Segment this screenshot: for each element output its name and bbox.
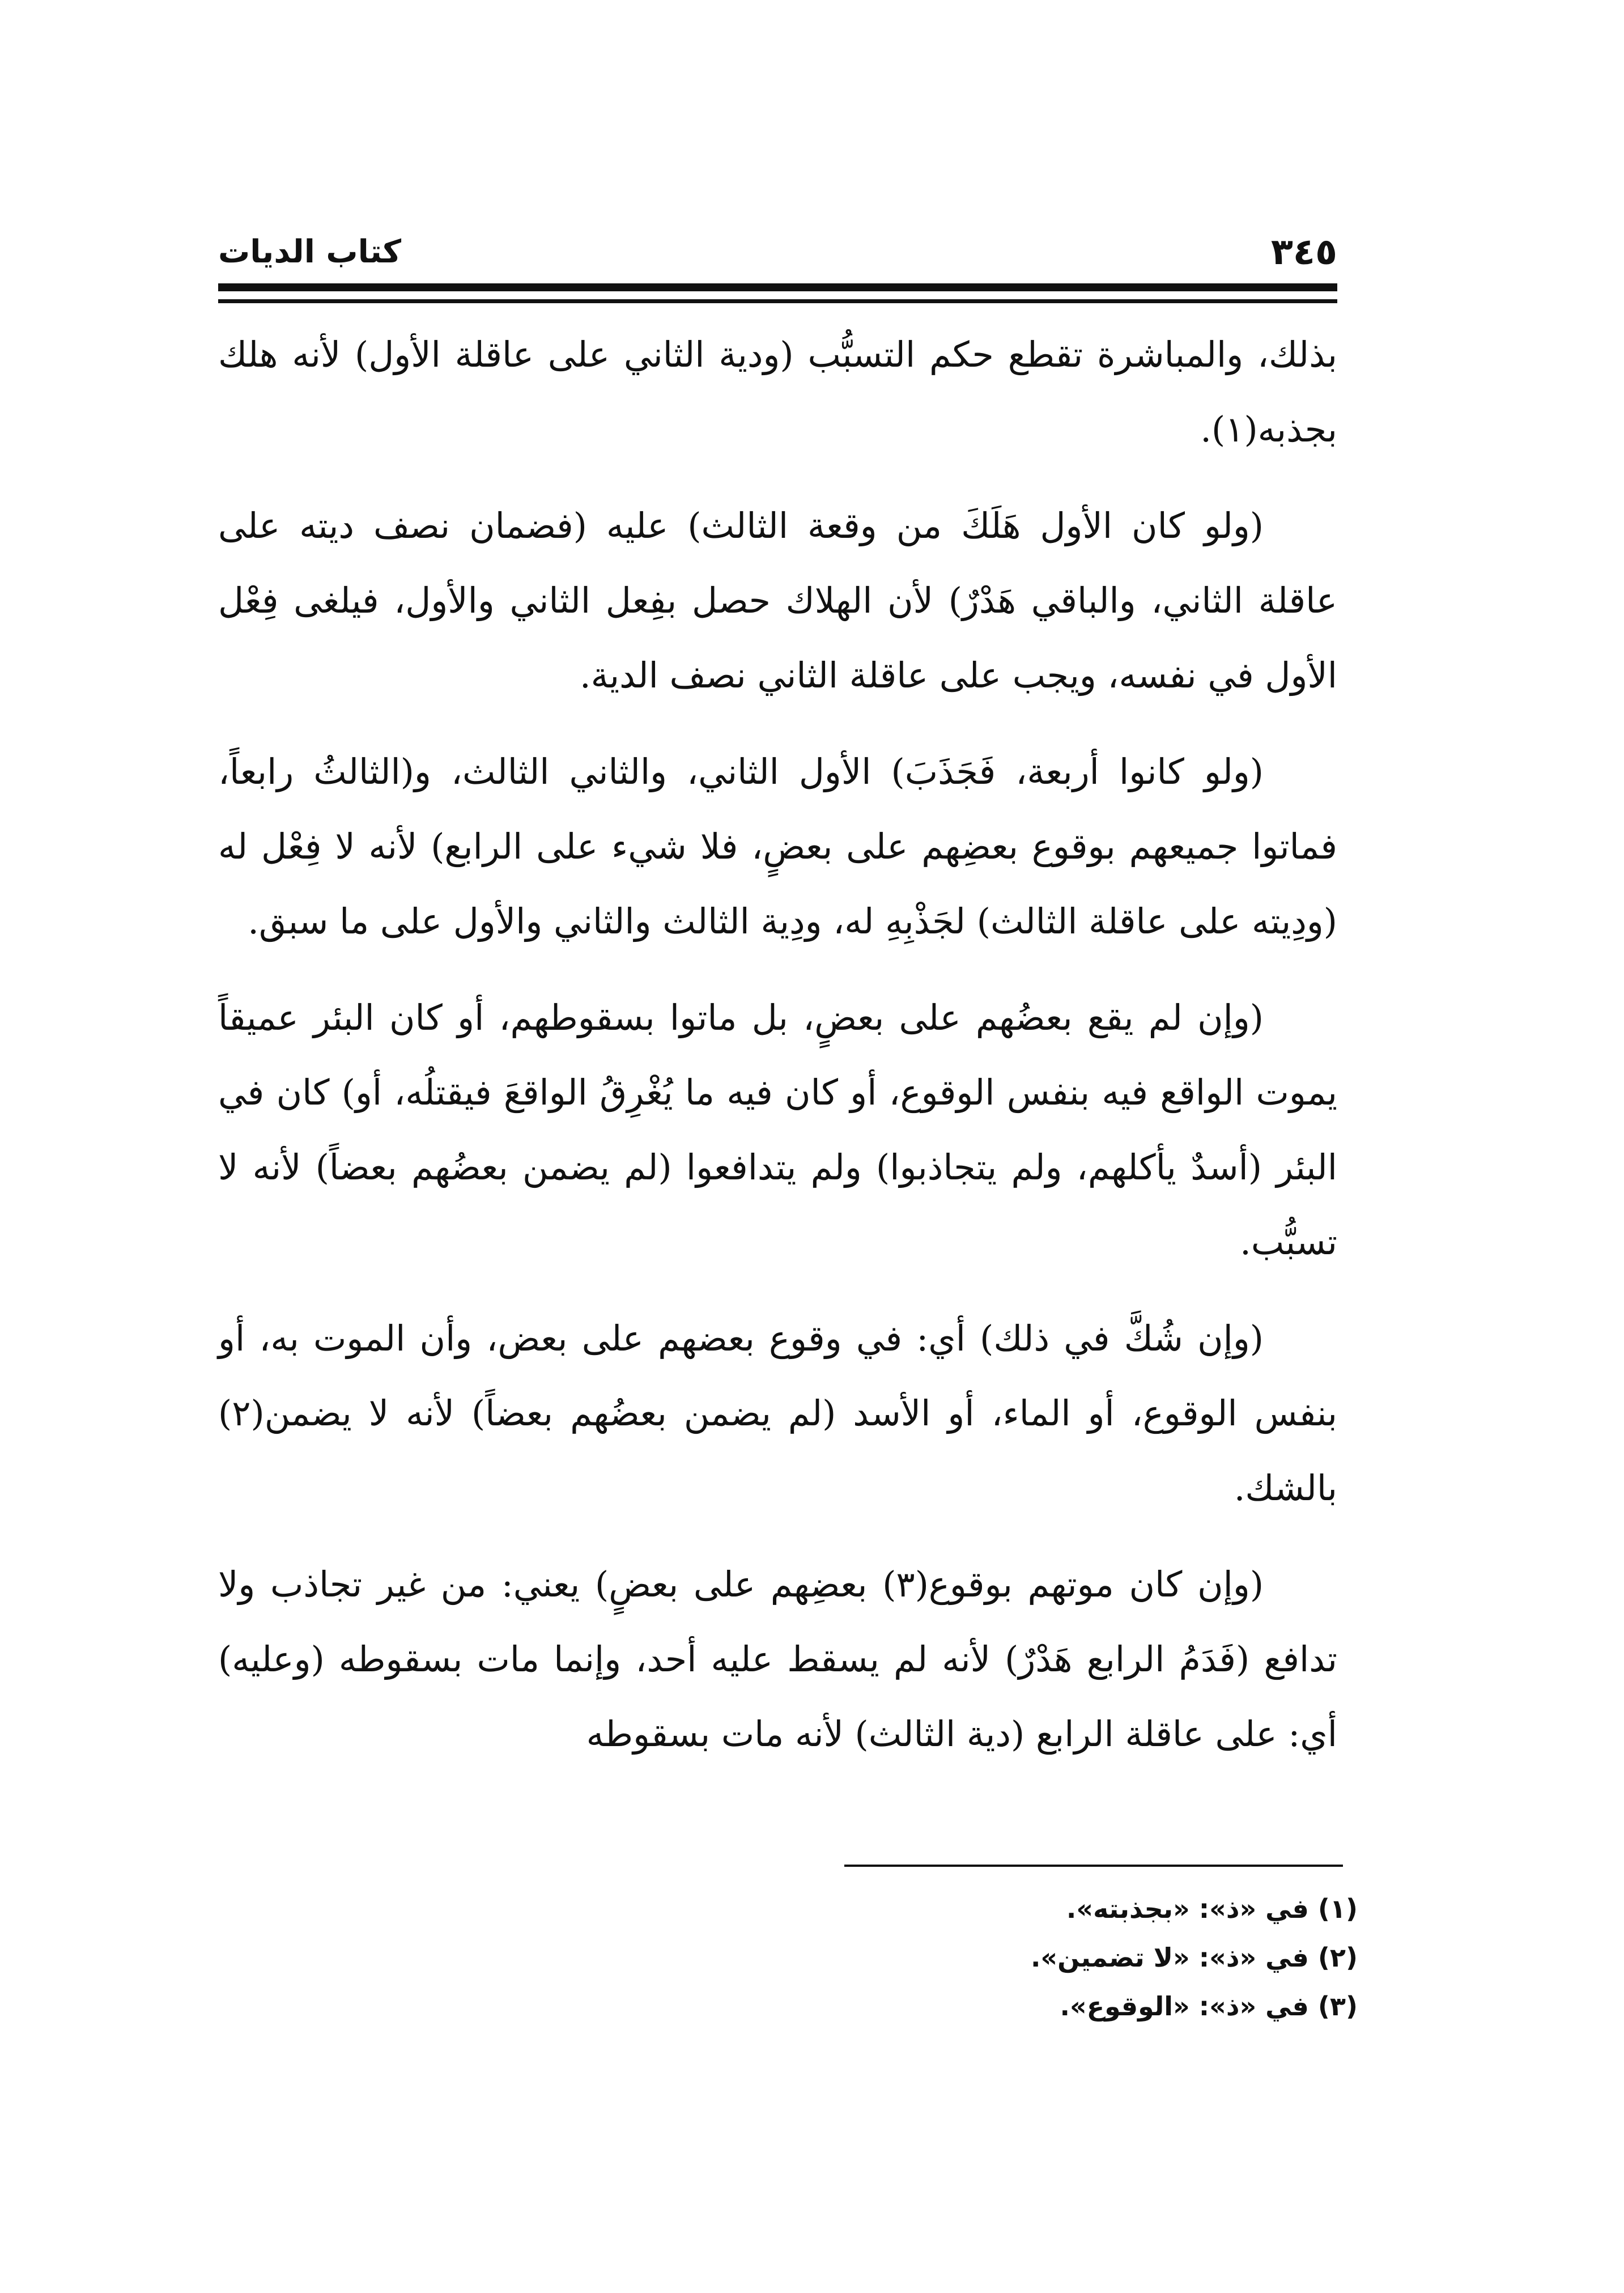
paragraph-2: (ولو كان الأول هَلَكَ من وقعة الثالث) عليه (فضمان نصف ديته على عاقلة الثاني، والباقي هَدْرٌ) لأن الهلاك حصل بفِعل الثاني والأول، فيلغى فِعْل الأول في نفسه، ويجب على عاقلة الثاني نصف الدية. <box>218 505 1337 696</box>
footnote-3: (٣) في «ذ»: «الوقوع». <box>1060 1991 1358 2022</box>
footnotes <box>564 1884 1358 2031</box>
paragraph-6: (وإن كان موتهم بوقوع(٣) بعضِهم على بعضٍ) يعني: من غير تجاذب ولا تدافع (فَدَمُ الرابع هَدْرٌ) لأنه لم يسقط عليه أحد، وإنما مات بسقوطه (وعليه) أي: على عاقلة الرابع (دية الثالث) لأنه مات بسقوطه <box>218 1564 1337 1755</box>
page-number: ٣٤٥ <box>1270 231 1337 273</box>
footnote-separator <box>844 1865 1343 1867</box>
paragraph-1: بذلك، والمباشرة تقطع حكم التسبُّب (ودية الثاني على عاقلة الأول) لأنه هلك بجذبه(١). <box>218 334 1337 450</box>
paragraph-5: (وإن شُكَّ في ذلك) أي: في وقوع بعضهم على بعض، وأن الموت به، أو بنفس الوقوع، أو الماء، أو الأسد (لم يضمن بعضُهم بعضاً) لأنه لا يضمن(٢) بالشك. <box>218 1318 1337 1509</box>
paragraph-4: (وإن لم يقع بعضُهم على بعضٍ، بل ماتوا بسقوطهم، أو كان البئر عميقاً يموت الواقع فيه بنفس الوقوع، أو كان فيه ما يُغْرِقُ الواقعَ فيقتلُه، أو) كان في البئر (أسدٌ يأكلهم، ولم يتجاذبوا) ولم يتدافعوا (لم يضمن بعضُهم بعضاً) لأنه لا تسبُّب. <box>218 997 1337 1263</box>
main-text <box>218 317 1337 1793</box>
footnote-2: (٢) في «ذ»: «لا تضمين». <box>1030 1942 1358 1973</box>
header-rule-thick <box>218 283 1337 291</box>
paragraph-3: (ولو كانوا أربعة، فَجَذَبَ) الأول الثاني، والثاني الثالث، و(الثالثُ رابعاً، فماتوا جميعهم بوقوع بعضِهم على بعضٍ، فلا شيء على الرابع) لأنه لا فِعْل له (ودِيته على عاقلة الثالث) لجَذْبِهِ له، ودِية الثالث والثاني والأول على ما سبق. <box>218 751 1337 942</box>
page-header <box>218 227 1337 278</box>
running-title: كتاب الديات <box>218 233 402 270</box>
header-rule-thin <box>218 299 1337 303</box>
footnote-1: (١) في «ذ»: «بجذبته». <box>1066 1893 1358 1924</box>
